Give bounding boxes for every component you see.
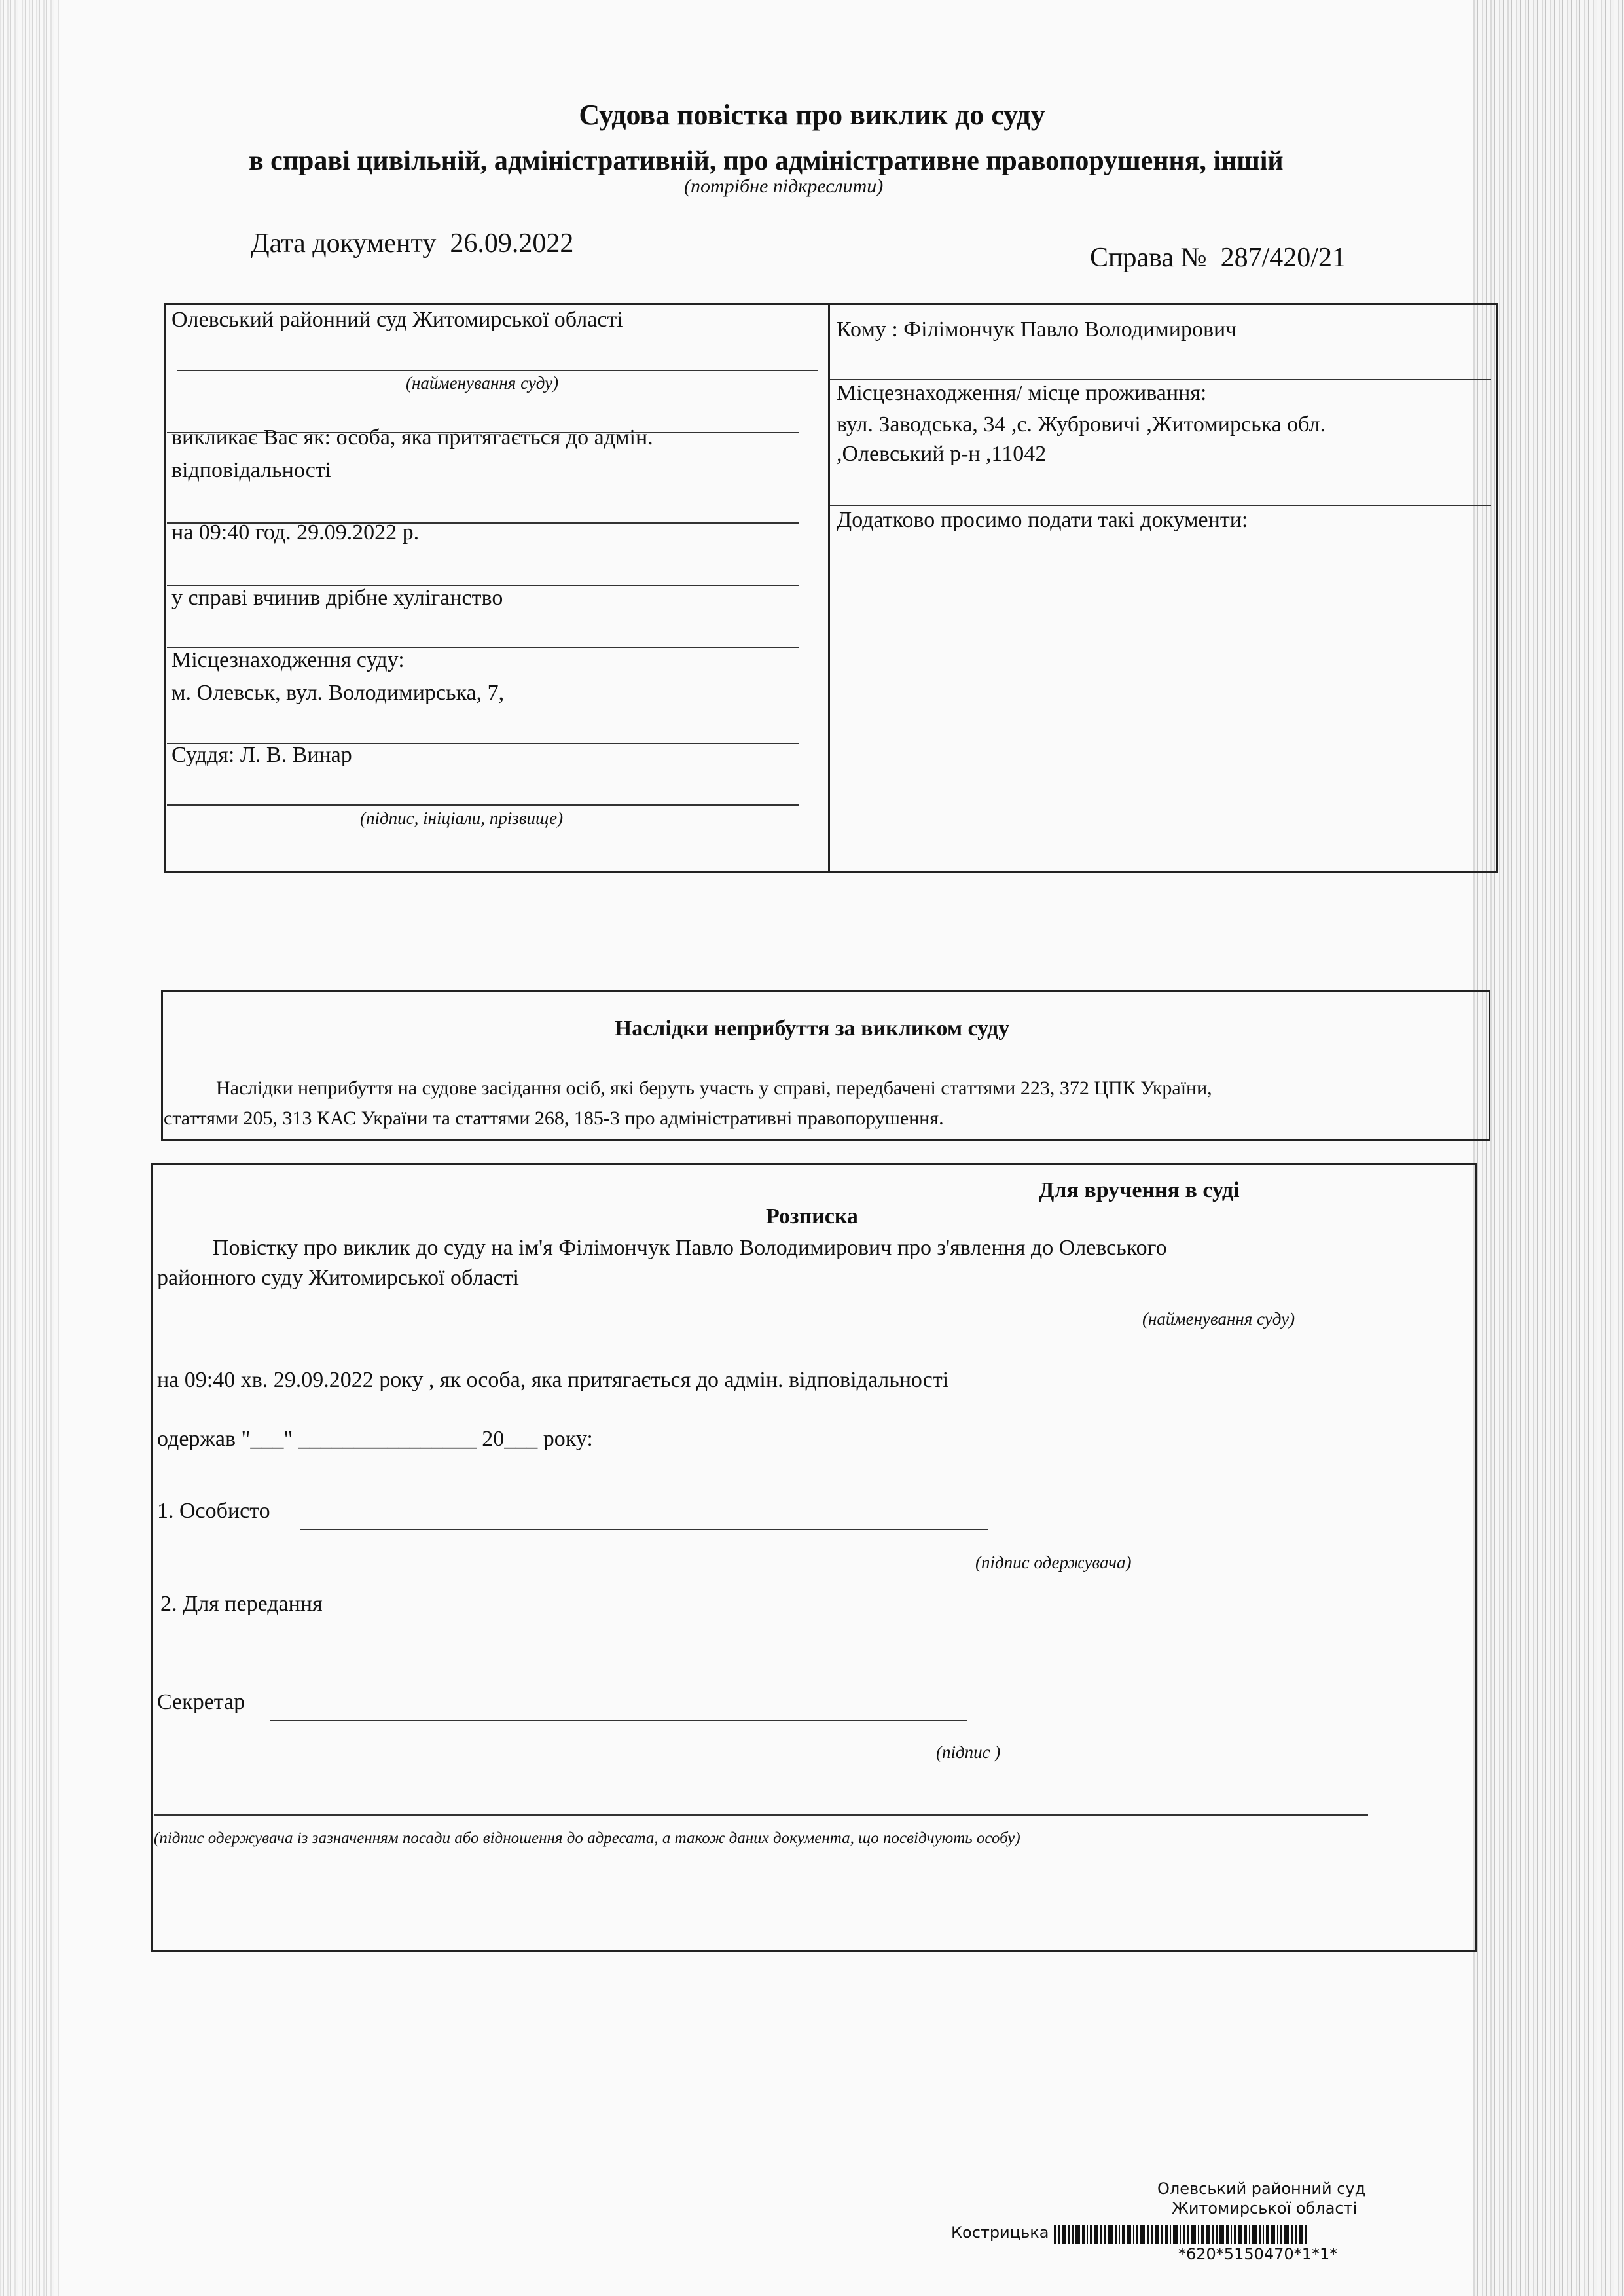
personally-caption: (підпис одержувача) xyxy=(975,1552,1132,1572)
barcode-bar xyxy=(1263,2225,1264,2244)
barcode-bar xyxy=(1219,2225,1224,2244)
personally-signature-line xyxy=(300,1529,988,1530)
document-date xyxy=(251,228,573,259)
barcode-bar xyxy=(1082,2225,1085,2244)
for-transfer-label: 2. Для передання xyxy=(160,1592,323,1616)
barcode-bar xyxy=(1104,2225,1106,2244)
barcode-bar xyxy=(1252,2225,1257,2244)
barcode-bar xyxy=(1072,2225,1074,2244)
consequences-text-line1: Наслідки неприбуття на судове засідання осіб, які беруть участь у справі, передбачені статтями 223, 372 ЦПК України, xyxy=(216,1077,1212,1099)
barcode-bar xyxy=(1277,2225,1278,2244)
barcode-bar xyxy=(1100,2225,1102,2244)
barcode-bar xyxy=(1183,2225,1185,2244)
receipt-time-line: на 09:40 хв. 29.09.2022 року , як особа, яка притягається до адмін. відповідальності xyxy=(157,1368,949,1392)
barcode-bar xyxy=(1165,2225,1168,2244)
date-value: 26.09.2022 xyxy=(450,228,574,259)
barcode-bar xyxy=(1266,2225,1269,2244)
barcode-bar xyxy=(1271,2225,1275,2244)
footer-court-line1: Олевський районний суд xyxy=(1157,2179,1366,2198)
barcode-bar xyxy=(1062,2225,1066,2244)
personally-label: 1. Особисто xyxy=(157,1499,270,1523)
court-caption: (найменування суду) xyxy=(406,373,559,393)
barcode-bar xyxy=(1094,2225,1098,2244)
documents-label: Додатково просимо подати такі документи: xyxy=(837,508,1248,532)
barcode-bar xyxy=(1140,2225,1145,2244)
barcode-bar xyxy=(1187,2225,1189,2244)
barcode-bar xyxy=(1161,2225,1163,2244)
footer-court-line2: Житомирської області xyxy=(1172,2199,1358,2217)
date-label: Дата документу xyxy=(251,228,437,259)
barcode-bar xyxy=(1249,2225,1250,2244)
court-name: Олевський районний суд Житомирської області xyxy=(171,308,623,332)
barcode-bar xyxy=(1234,2225,1236,2244)
barcode-bar xyxy=(1299,2225,1303,2244)
secretary-signature-line xyxy=(270,1720,967,1721)
address-line1: вул. Заводська, 34 ,с. Жубровичі ,Житомирська обл. xyxy=(837,412,1326,437)
footer-clerk: Кострицька xyxy=(951,2223,1049,2242)
case-matter: у справі вчинив дрібне хуліганство xyxy=(171,586,503,610)
barcode-bar xyxy=(1054,2225,1056,2244)
barcode-bar xyxy=(1147,2225,1149,2244)
barcode-bar xyxy=(1244,2225,1247,2244)
court-location: м. Олевськ, вул. Володимирська, 7, xyxy=(171,681,505,705)
scan-artifact-left xyxy=(0,0,59,2296)
case-number xyxy=(1090,242,1346,274)
barcode-bar xyxy=(1198,2225,1199,2244)
recipient: Кому : Філімончук Павло Володимирович xyxy=(837,317,1237,342)
divider xyxy=(167,804,799,806)
receipt-line1: Повістку про виклик до суду на ім'я Філімончук Павло Володимирович про з'явлення до Олевського xyxy=(213,1236,1167,1260)
divider xyxy=(830,505,1491,506)
barcode-bar xyxy=(1191,2225,1196,2244)
consequences-text-line2: статтями 205, 313 КАС України та статтями 268, 185-3 про адміністративні правопорушення. xyxy=(164,1107,944,1129)
barcode-bar xyxy=(1291,2225,1293,2244)
barcode-bar xyxy=(1231,2225,1232,2244)
barcode-bar xyxy=(1280,2225,1282,2244)
address-label: Місцезнаходження/ місце проживання: xyxy=(837,381,1207,405)
judge-caption: (підпис, ініціали, прізвище) xyxy=(360,808,564,828)
barcode-bar xyxy=(1226,2225,1229,2244)
barcode-bar xyxy=(1305,2225,1307,2244)
barcode-bar xyxy=(1151,2225,1153,2244)
barcode-bar xyxy=(1284,2225,1289,2244)
barcode-bar xyxy=(1259,2225,1261,2244)
column-divider xyxy=(828,303,830,871)
bottom-caption: (підпис одержувача із зазначенням посади або відношення до адресата, а також даних документа, що посвідчують особу) xyxy=(154,1829,1020,1847)
title-line1: Судова повістка про виклик до суду xyxy=(579,99,1045,131)
court-location-label: Місцезнаходження суду: xyxy=(171,648,405,672)
title-line2: в справі цивільній, адміністративній, про адміністративне правопорушення, іншій xyxy=(249,146,1284,176)
case-label: Справа № xyxy=(1090,243,1207,273)
barcode-bar xyxy=(1173,2225,1178,2244)
secretary-label: Секретар xyxy=(157,1690,245,1714)
barcode-bar xyxy=(1075,2225,1080,2244)
barcode-bar xyxy=(1127,2225,1131,2244)
barcode-bar xyxy=(1212,2225,1214,2244)
consequences-title: Наслідки неприбуття за викликом суду xyxy=(614,1016,1010,1041)
barcode-bar xyxy=(1180,2225,1181,2244)
barcode-bar xyxy=(1206,2225,1210,2244)
barcode-bar xyxy=(1115,2225,1117,2244)
secretary-caption: (підпис ) xyxy=(936,1742,1001,1762)
receipt-title: Розписка xyxy=(766,1204,858,1229)
barcode-bar xyxy=(1133,2225,1134,2244)
role-line2: відповідальності xyxy=(171,458,332,482)
barcode-bar xyxy=(1108,2225,1113,2244)
barcode-bar xyxy=(1119,2225,1120,2244)
barcode-bar xyxy=(1122,2225,1125,2244)
barcode-bar xyxy=(1058,2225,1060,2244)
barcode-bar xyxy=(1068,2225,1070,2244)
barcode-bar xyxy=(1155,2225,1159,2244)
receipt-line2: районного суду Житомирської області xyxy=(157,1266,519,1290)
barcode-number: *620*5150470*1*1* xyxy=(1178,2245,1338,2263)
received-line: одержав "___" ________________ 20___ року: xyxy=(157,1427,593,1451)
barcode-bar xyxy=(1295,2225,1297,2244)
barcode xyxy=(1054,2225,1479,2244)
case-value: 287/420/21 xyxy=(1220,243,1346,273)
barcode-bar xyxy=(1238,2225,1242,2244)
address-line2: ,Олевський р-н ,11042 xyxy=(837,442,1047,466)
bottom-signature-line xyxy=(154,1814,1368,1816)
divider xyxy=(830,379,1491,380)
hearing-time: на 09:40 год. 29.09.2022 р. xyxy=(171,520,420,545)
barcode-bar xyxy=(1136,2225,1138,2244)
barcode-bar xyxy=(1087,2225,1088,2244)
role-line1: викликає Вас як: особа, яка притягається до адмін. xyxy=(171,425,653,450)
title-note: (потрібне підкреслити) xyxy=(684,175,884,197)
barcode-bar xyxy=(1170,2225,1171,2244)
divider xyxy=(177,370,818,371)
receipt-court-caption: (найменування суду) xyxy=(1142,1309,1295,1329)
barcode-bar xyxy=(1090,2225,1092,2244)
barcode-bar xyxy=(1216,2225,1218,2244)
for-court-label: Для вручення в суді xyxy=(1039,1178,1240,1202)
barcode-bar xyxy=(1201,2225,1204,2244)
judge: Суддя: Л. В. Винар xyxy=(171,743,352,767)
